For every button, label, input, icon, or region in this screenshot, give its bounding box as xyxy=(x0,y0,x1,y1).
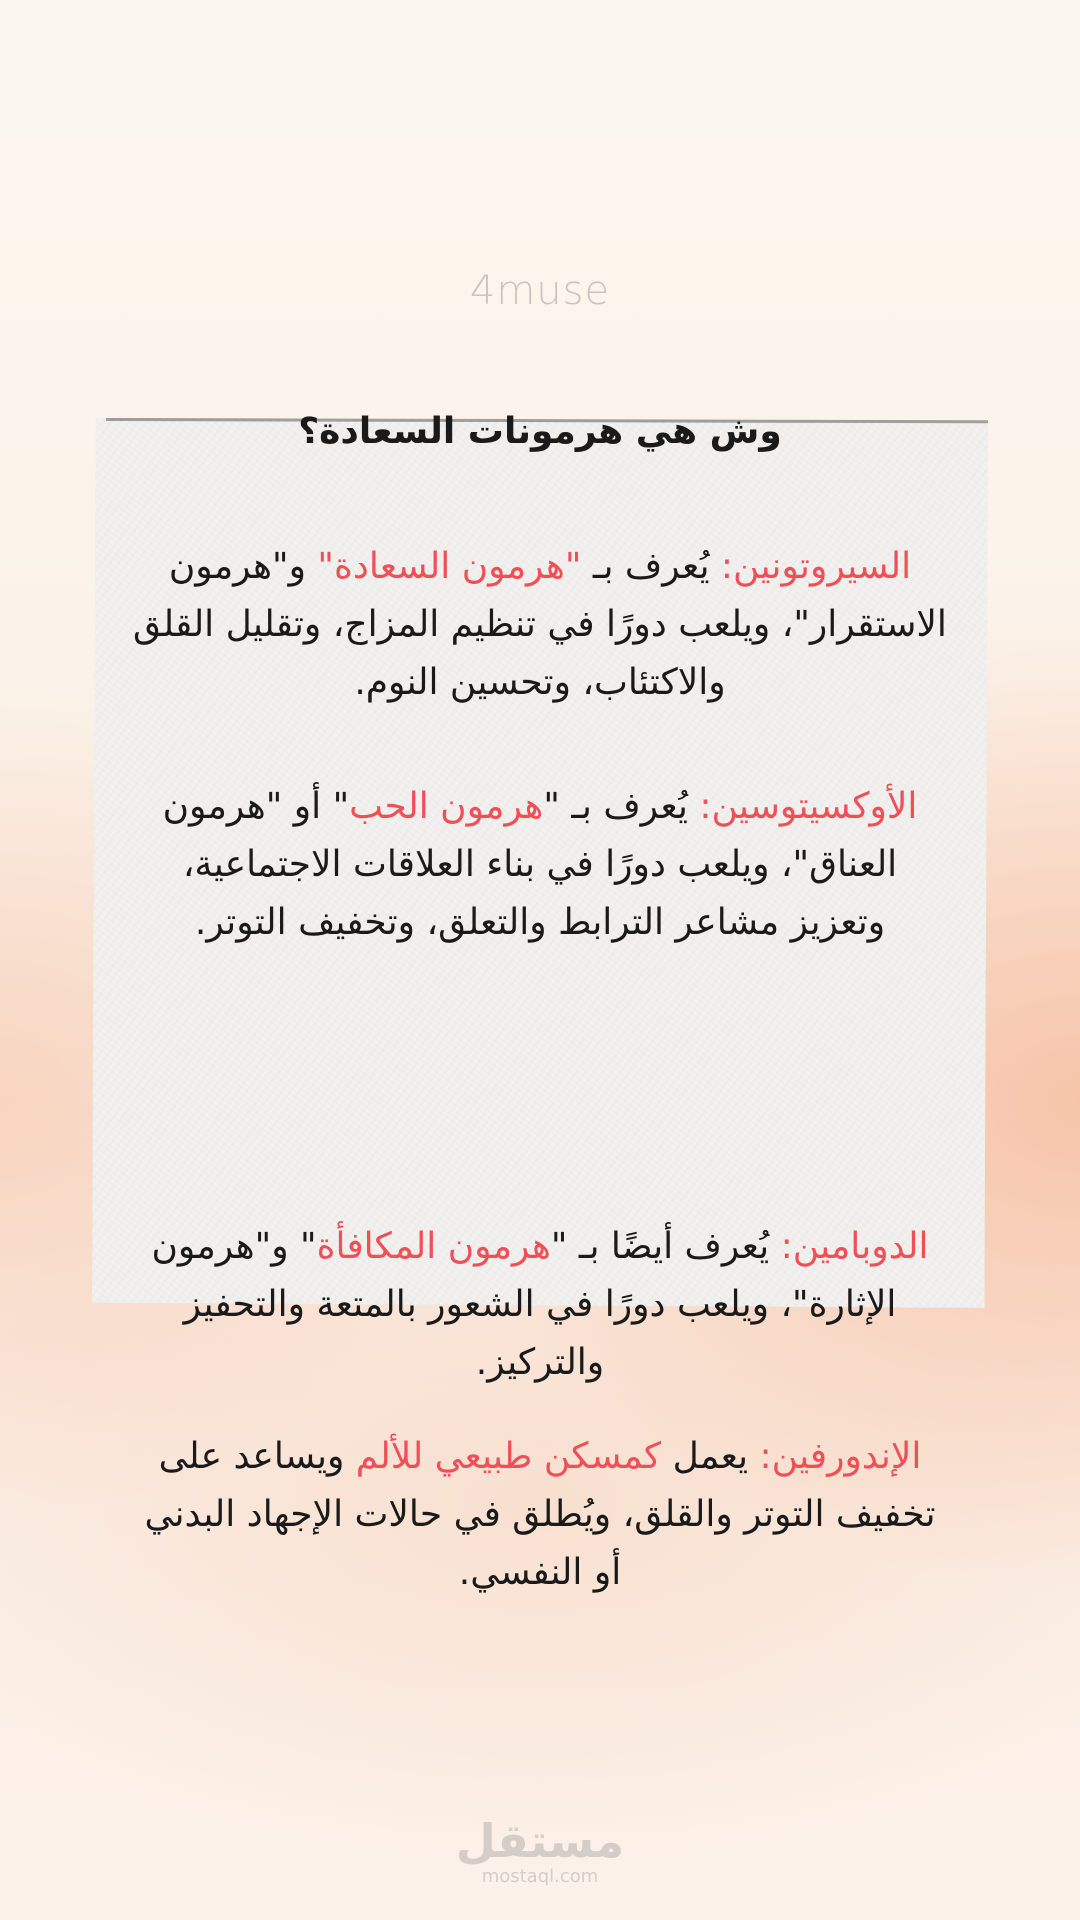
hormone-name-oxytocin: الأوكسيتوسين: xyxy=(699,786,918,827)
page-title: وش هي هرمونات السعادة؟ xyxy=(298,411,782,452)
hormone-name-dopamine: الدوبامين: xyxy=(780,1226,929,1267)
endorphin-text-1: يعمل xyxy=(661,1436,760,1477)
watermark-logo: مستقل xyxy=(455,1814,625,1868)
oxytocin-text-1: يُعرف بـ " xyxy=(543,786,700,827)
paragraph-endorphin xyxy=(130,1428,950,1602)
dopamine-text-2: " و"هرمون الإثارة"، ويلعب دورًا في الشعور بالمتعة والتحفيز والتركيز. xyxy=(151,1226,897,1383)
oxytocin-text-2: " أو "هرمون العناق"، ويلعب دورًا في بناء العلاقات الاجتماعية، وتعزيز مشاعر الترابط والتعلق، وتخفيف التوتر. xyxy=(162,786,898,943)
endorphin-nickname: كمسكن طبيعي للألم xyxy=(355,1436,662,1477)
hormone-name-endorphin: الإندورفين: xyxy=(759,1436,922,1477)
dopamine-nickname: هرمون المكافأة xyxy=(316,1226,551,1267)
serotonin-nickname: "هرمون السعادة" xyxy=(317,546,582,587)
watermark xyxy=(0,1814,1080,1888)
paragraph-serotonin xyxy=(130,538,950,712)
paragraph-oxytocin xyxy=(130,778,950,952)
serotonin-text-2: و"هرمون الاستقرار"، ويلعب دورًا في تنظيم المزاج، وتقليل القلق والاكتئاب، وتحسين النوم. xyxy=(133,546,947,703)
watermark-url: mostaql.com xyxy=(481,1866,599,1887)
dopamine-text-1: يُعرف أيضًا بـ " xyxy=(550,1226,781,1267)
serotonin-text-1: يُعرف بـ xyxy=(581,546,721,587)
oxytocin-nickname: هرمون الحب xyxy=(349,786,544,827)
brand-logo-text: 4muse xyxy=(469,268,611,314)
paragraph-dopamine xyxy=(130,1218,950,1392)
endorphin-text-2: ويساعد على تخفيف التوتر والقلق، ويُطلق في حالات الإجهاد البدني أو النفسي. xyxy=(144,1436,936,1593)
hormone-name-serotonin: السيروتونين: xyxy=(720,546,912,587)
